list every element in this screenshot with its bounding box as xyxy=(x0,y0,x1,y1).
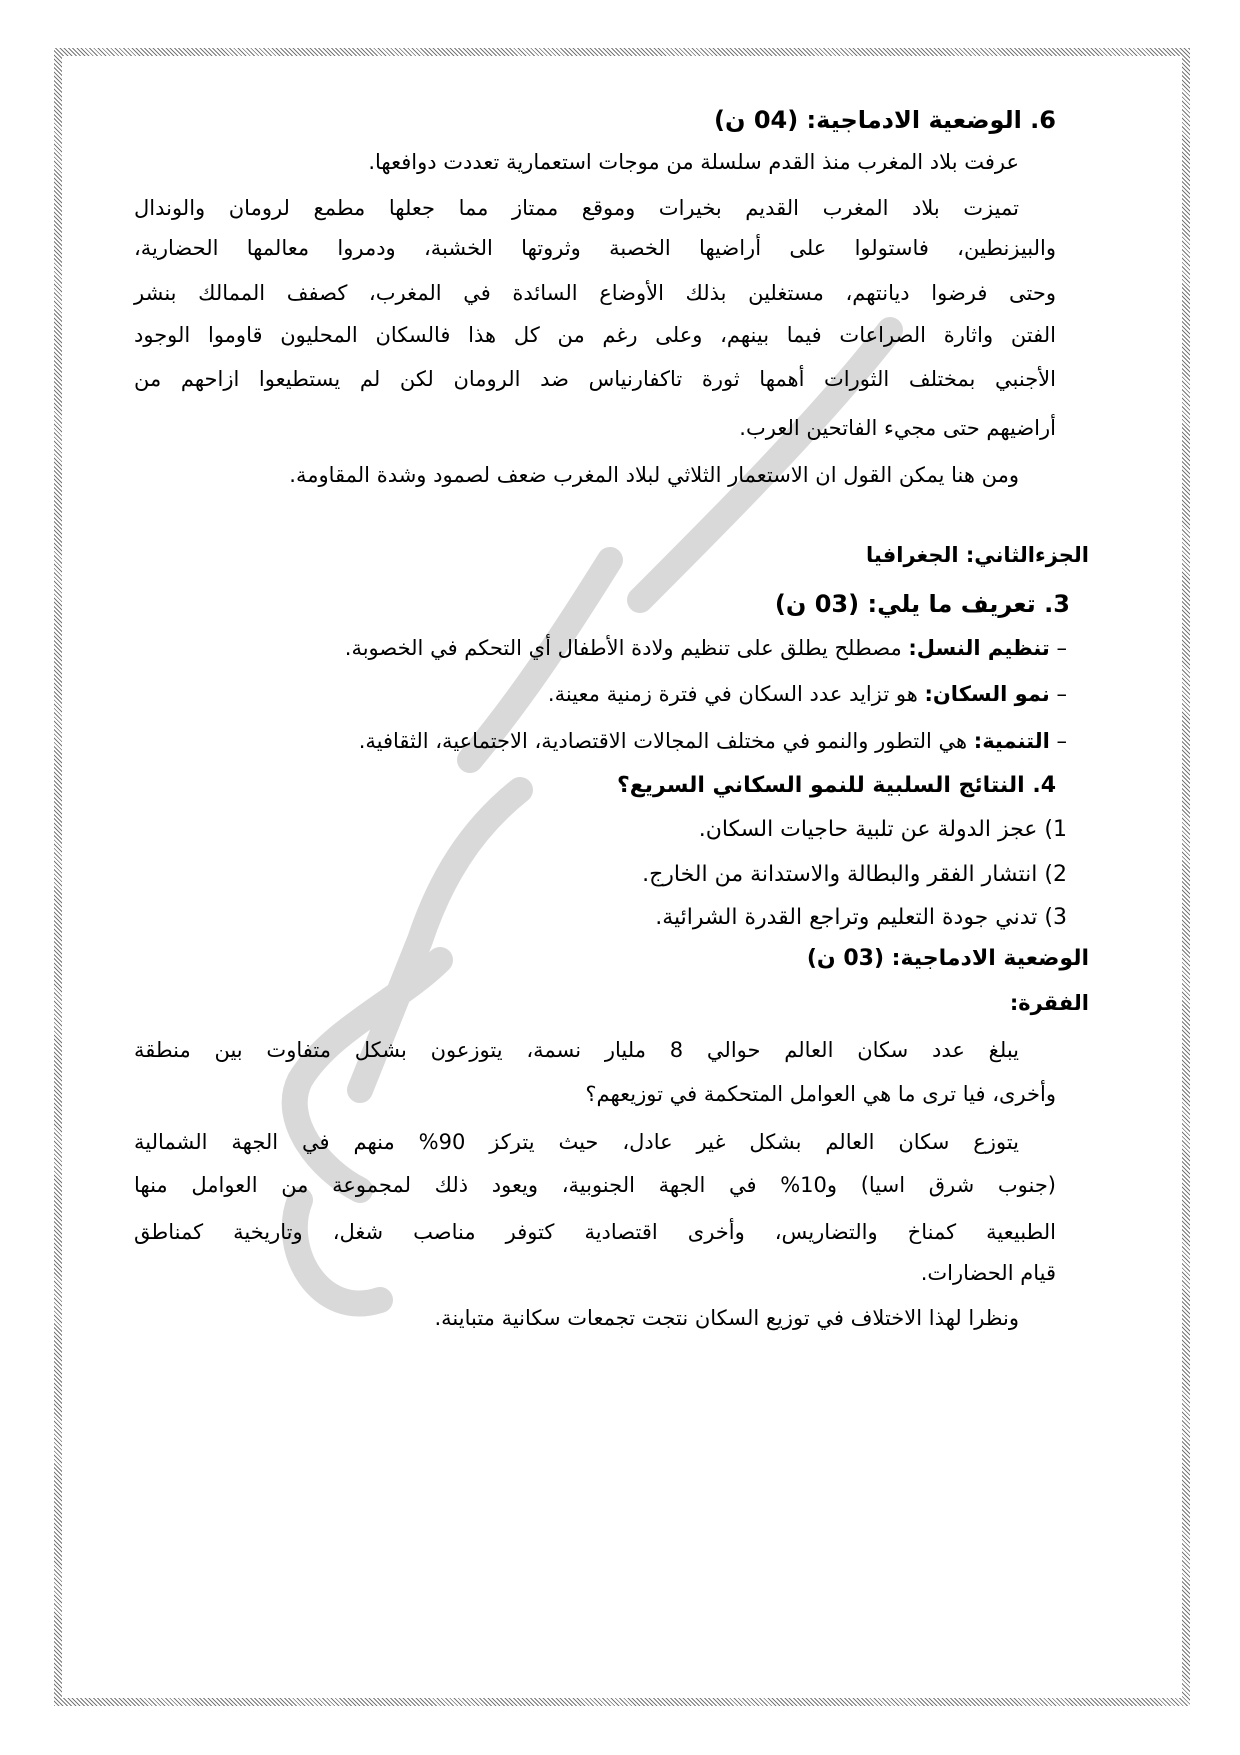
definition-text: هي التطور والنمو في مختلف المجالات الاقتصادية، الاجتماعية، الثقافية. xyxy=(358,729,974,753)
definition-term: تنظيم النسل: xyxy=(908,636,1050,660)
consequence-item: 1) عجز الدولة عن تلبية حاجيات السكان. xyxy=(698,817,1067,842)
geography-integration-title: الوضعية الادماجية: (03 ن) xyxy=(806,946,1089,971)
consequence-item: 3) تدني جودة التعليم وتراجع القدرة الشرائية. xyxy=(655,905,1067,930)
paragraph-line: يبلغ عدد سكان العالم حوالي 8 مليار نسمة، يتوزعون بشكل متفاوت بين منطقة xyxy=(134,1038,1019,1062)
paragraph-line: أراضيهم حتى مجيء الفاتحين العرب. xyxy=(739,416,1056,440)
paragraph-line: (جنوب شرق اسيا) و10% في الجهة الجنوبية، ويعود ذلك لمجموعة من العوامل منها xyxy=(134,1173,1056,1197)
paragraph-line: قيام الحضارات. xyxy=(920,1261,1056,1285)
bullet: – xyxy=(1056,682,1067,706)
consequence-item: 2) انتشار الفقر والبطالة والاستدانة من الخارج. xyxy=(642,862,1067,887)
definition-item xyxy=(548,679,1067,709)
question-4-title: 4. النتائج السلبية للنمو السكاني السريع؟ xyxy=(616,773,1056,798)
definition-term: التنمية: xyxy=(973,729,1050,753)
part-two-title: الجزءالثاني: الجغرافيا xyxy=(866,543,1089,567)
definition-term: نمو السكان: xyxy=(924,682,1050,706)
paragraph-line: الطبيعية كمناخ والتضاريس، وأخرى اقتصادية كتوفر مناصب شغل، وتاريخية كمناطق xyxy=(134,1220,1056,1244)
paragraph-line: يتوزع سكان العالم بشكل غير عادل، حيث يتركز 90% منهم في الجهة الشمالية xyxy=(134,1130,1019,1154)
paragraph-line: الأجنبي بمختلف الثورات أهمها ثورة تاكفارنياس ضد الرومان لكن لم يستطيعوا ازاحهم من xyxy=(134,367,1056,391)
paragraph-line: والبيزنطين، فاستولوا على أراضيها الخصبة وثروتها الخشبة، ودمروا معالمها الحضارية، xyxy=(134,236,1056,260)
bullet: – xyxy=(1056,636,1067,660)
definition-text: مصطلح يطلق على تنظيم ولادة الأطفال أي التحكم في الخصوبة. xyxy=(344,636,909,660)
paragraph-line: ومن هنا يمكن القول ان الاستعمار الثلاثي لبلاد المغرب ضعف لصمود وشدة المقاومة. xyxy=(289,463,1019,487)
paragraph-line: الفتن واثارة الصراعات فيما بينهم، وعلى رغم من كل هذا فالسكان المحليون قاوموا الوجود xyxy=(134,323,1056,347)
paragraph-line: عرفت بلاد المغرب منذ القدم سلسلة من موجات استعمارية تعددت دوافعها. xyxy=(368,150,1019,174)
paragraph-line: وأخرى، فيا ترى ما هي العوامل المتحكمة في توزيعهم؟ xyxy=(585,1082,1056,1106)
bullet: – xyxy=(1056,729,1067,753)
paragraph-line: وحتى فرضوا ديانتهم، مستغلين بذلك الأوضاع السائدة في المغرب، كصفف الممالك بنشر xyxy=(134,281,1056,305)
paragraph-line: تميزت بلاد المغرب القديم بخيرات وموقع ممتاز مما جعلها مطمع لرومان والوندال xyxy=(134,196,1019,220)
paragraph-line: ونظرا لهذا الاختلاف في توزيع السكان نتجت تجمعات سكانية متباينة. xyxy=(434,1306,1019,1330)
definition-item xyxy=(345,633,1067,663)
paragraph-label: الفقرة: xyxy=(1009,991,1089,1015)
history-integration-title: 6. الوضعية الادماجية: (04 ن) xyxy=(714,106,1056,134)
definition-text: هو تزايد عدد السكان في فترة زمنية معينة. xyxy=(547,682,925,706)
question-3-title: 3. تعريف ما يلي: (03 ن) xyxy=(774,590,1070,618)
definition-item xyxy=(359,726,1067,756)
